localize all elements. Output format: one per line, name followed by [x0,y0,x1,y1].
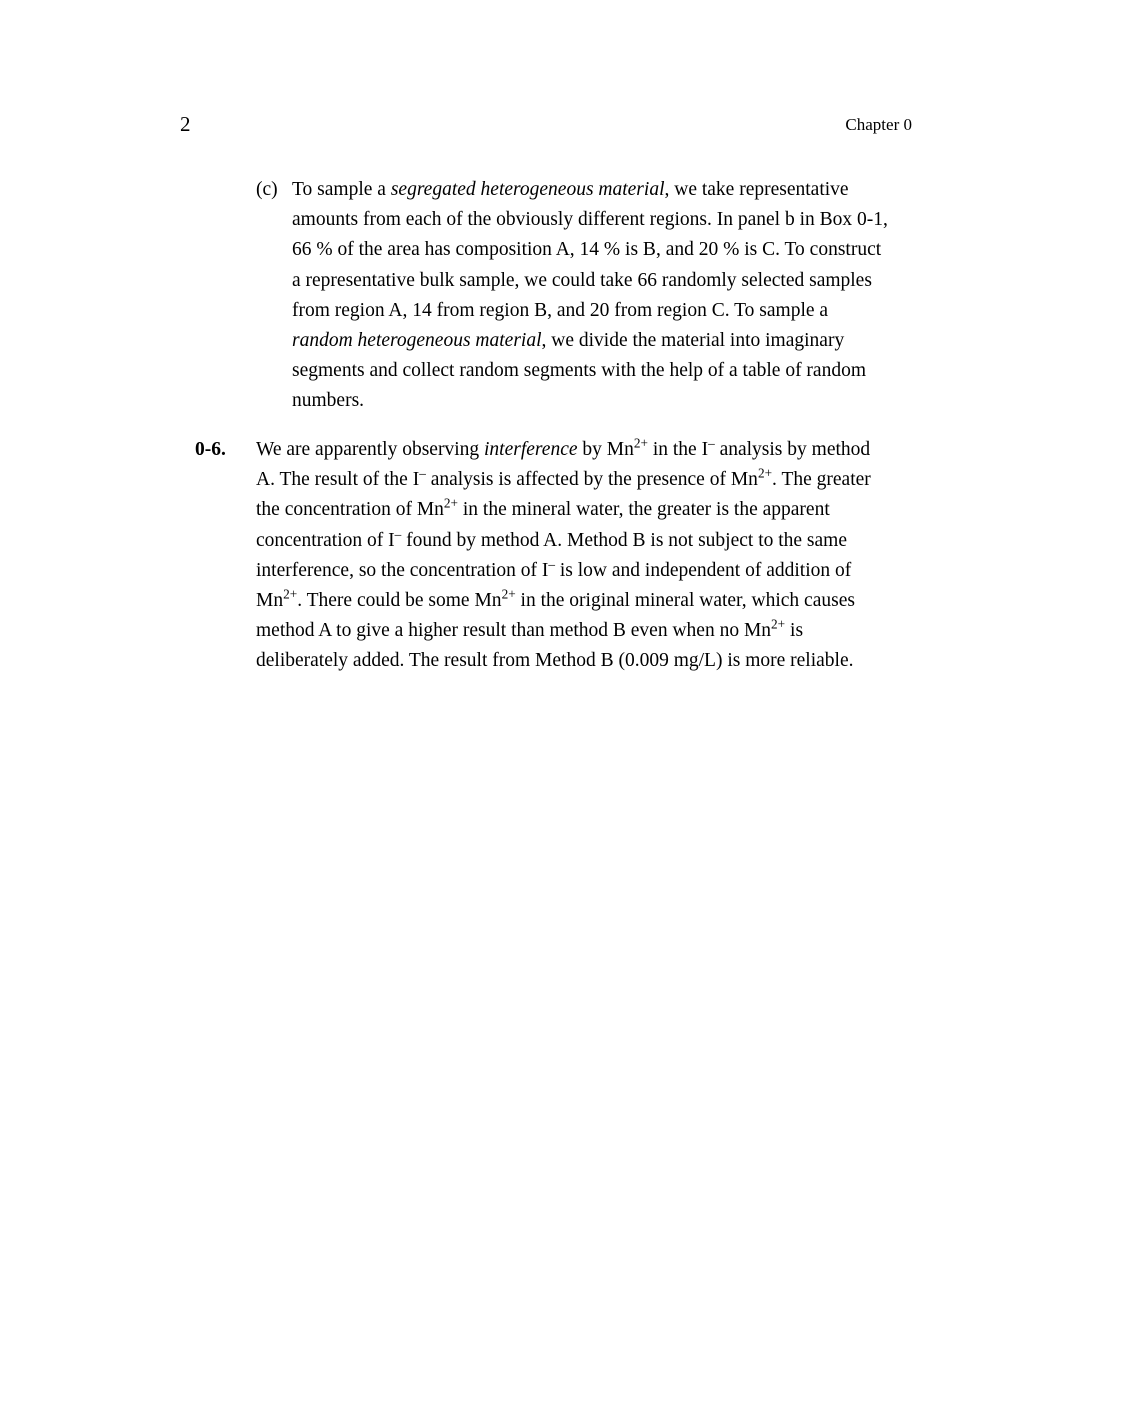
manganese-ion: $Mn^{2+}$ [730,465,773,491]
part-c-line: random heterogeneous material, we divide the material into imaginary [292,330,845,352]
iodide-ion: I– [541,556,555,581]
manganese-ion: $Mn^{2+}$ [743,616,786,642]
part-c-line: 66 % of the area has composition A, 14 % is B, and 20 % is C. To construct [292,239,882,261]
part-c-line: numbers. [292,390,365,412]
iodide-ion: I– [701,435,715,460]
manganese-ion: $Mn^{2+}$ [474,586,516,612]
problem-line: $Mn^{2+}$. There could be some $Mn^{2+}$ in the original mineral water, which causes [256,586,855,612]
iodide-ion: I– [412,465,426,491]
problem-0-6-paragraph [256,435,936,677]
part-c-line: amounts from each of the obviously different regions. In panel b in Box 0-1, [292,209,888,231]
running-head: Chapter 0 [845,115,912,134]
part-c-line: from region A, 14 from region B, and 20 from region C. To sample a [292,299,829,321]
part-c-line: To sample a segregated heterogeneous material, we take representative [292,179,849,200]
part-c-line: segments and collect random segments with the help of a table of random [292,360,867,382]
emphasis-term: random heterogeneous material [292,330,542,352]
part-c-label: (c) [256,179,278,200]
page-number: 2 [180,112,191,136]
manganese-ion: $Mn^{2+}$ [416,496,459,521]
part-c-line: a representative bulk sample, we could take 66 randomly selected samples [292,269,872,291]
emphasis-term: interference [484,439,578,460]
emphasis-term: segregated heterogeneous material [390,179,665,200]
problem-line: A. The result of the I– analysis is affected by the presence of $Mn^{2+}$. The greater [256,465,871,491]
manganese-ion: $Mn^{2+}$ [606,435,648,460]
problem-line: method A to give a higher result than method B even when no $Mn^{2+}$ is [256,616,804,642]
part-c-paragraph [292,175,932,417]
iodide-ion: I– [388,526,402,551]
problem-line: the concentration of $Mn^{2+}$ in the mineral water, the greater is the apparent [256,496,830,521]
manganese-ion: $Mn^{2+}$ [256,586,298,612]
problem-line: deliberately added. The result from Method B (0.009 mg/L) is more reliable. [256,650,854,672]
problem-number: 0-6. [195,439,226,460]
problem-line: concentration of I– found by method A. Method B is not subject to the same [256,526,847,551]
problem-line: interference, so the concentration of I– is low and independent of addition of [256,556,852,581]
problem-line: We are apparently observing interference by $Mn^{2+}$ in the I– analysis by method [256,435,871,460]
